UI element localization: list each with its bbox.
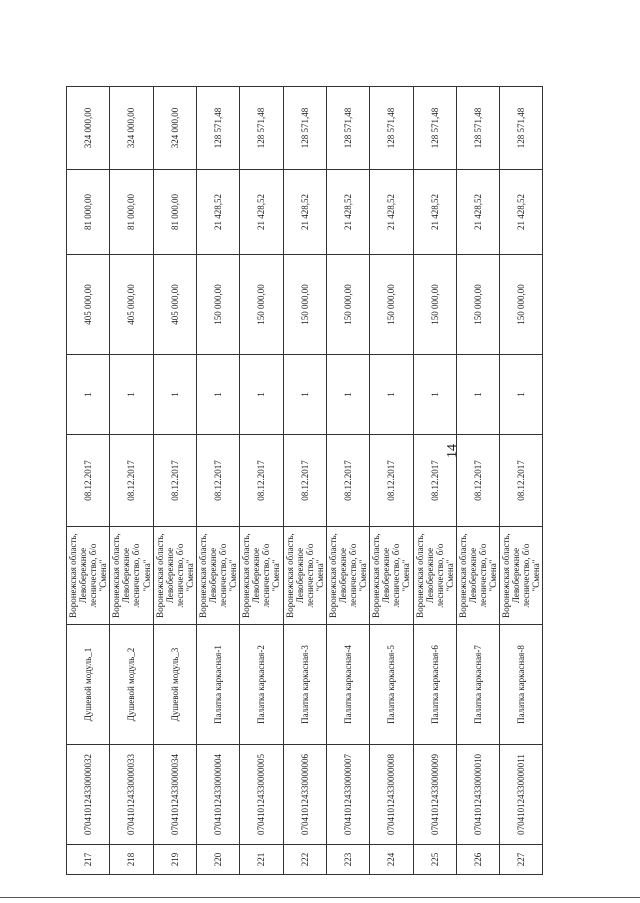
cell-quantity: 1 xyxy=(153,355,196,435)
cell-row-number: 218 xyxy=(110,845,153,875)
cell-location: Воронежская область, Левобережное лесничество, б/о "Смена" xyxy=(110,527,153,625)
cell-quantity: 1 xyxy=(196,355,239,435)
table-row xyxy=(326,87,369,875)
cell-row-number: 227 xyxy=(500,845,543,875)
table-row xyxy=(283,87,326,875)
cell-cost: 150 000,00 xyxy=(413,255,456,355)
cell-residual-value: 324 000,00 xyxy=(110,87,153,170)
cell-asset-name: Душевой модуль_2 xyxy=(110,625,153,745)
cell-date: 08.12.2017 xyxy=(67,435,110,527)
cell-cost: 405 000,00 xyxy=(67,255,110,355)
cell-inventory-code: 070410124330000032 xyxy=(67,745,110,845)
cell-inventory-code: 070410124330000011 xyxy=(500,745,543,845)
cell-location: Воронежская область, Левобережное лесничество, б/о "Смена" xyxy=(413,527,456,625)
cell-date: 08.12.2017 xyxy=(153,435,196,527)
cell-row-number: 222 xyxy=(283,845,326,875)
cell-inventory-code: 070410124330000009 xyxy=(413,745,456,845)
cell-location: Воронежская область, Левобережное лесничество, б/о "Смена" xyxy=(196,527,239,625)
cell-date: 08.12.2017 xyxy=(110,435,153,527)
cell-cost: 405 000,00 xyxy=(110,255,153,355)
cell-cost: 150 000,00 xyxy=(456,255,499,355)
table-row xyxy=(413,87,456,875)
cell-inventory-code: 070410124330000033 xyxy=(110,745,153,845)
cell-inventory-code: 070410124330000007 xyxy=(326,745,369,845)
cell-depreciation: 21 428,52 xyxy=(240,170,283,255)
cell-residual-value: 128 571,48 xyxy=(326,87,369,170)
cell-depreciation: 21 428,52 xyxy=(196,170,239,255)
cell-row-number: 223 xyxy=(326,845,369,875)
page-number: 14 xyxy=(445,444,460,458)
cell-location: Воронежская область, Левобережное лесничество, б/о "Смена" xyxy=(67,527,110,625)
cell-residual-value: 128 571,48 xyxy=(500,87,543,170)
cell-inventory-code: 070410124330000005 xyxy=(240,745,283,845)
cell-residual-value: 324 000,00 xyxy=(67,87,110,170)
cell-row-number: 219 xyxy=(153,845,196,875)
cell-quantity: 1 xyxy=(413,355,456,435)
cell-row-number: 221 xyxy=(240,845,283,875)
table-row xyxy=(110,87,153,875)
cell-cost: 150 000,00 xyxy=(370,255,413,355)
cell-cost: 150 000,00 xyxy=(326,255,369,355)
cell-row-number: 224 xyxy=(370,845,413,875)
cell-cost: 150 000,00 xyxy=(240,255,283,355)
cell-asset-name: Палатка каркасная-5 xyxy=(370,625,413,745)
cell-depreciation: 21 428,52 xyxy=(413,170,456,255)
cell-residual-value: 128 571,48 xyxy=(370,87,413,170)
cell-location: Воронежская область, Левобережное лесничество, б/о "Смена" xyxy=(500,527,543,625)
cell-date: 08.12.2017 xyxy=(283,435,326,527)
table-row xyxy=(370,87,413,875)
cell-asset-name: Палатка каркасная-3 xyxy=(283,625,326,745)
cell-cost: 150 000,00 xyxy=(283,255,326,355)
cell-row-number: 225 xyxy=(413,845,456,875)
cell-depreciation: 81 000,00 xyxy=(110,170,153,255)
cell-row-number: 217 xyxy=(67,845,110,875)
cell-depreciation: 81 000,00 xyxy=(67,170,110,255)
cell-asset-name: Душевой модуль_3 xyxy=(153,625,196,745)
cell-quantity: 1 xyxy=(500,355,543,435)
cell-inventory-code: 070410124330000010 xyxy=(456,745,499,845)
cell-depreciation: 21 428,52 xyxy=(326,170,369,255)
cell-location: Воронежская область, Левобережное лесничество, б/о "Смена" xyxy=(240,527,283,625)
rotated-table-container xyxy=(66,87,542,875)
cell-residual-value: 128 571,48 xyxy=(413,87,456,170)
cell-date: 08.12.2017 xyxy=(456,435,499,527)
cell-quantity: 1 xyxy=(456,355,499,435)
asset-table-body xyxy=(67,87,543,875)
cell-location: Воронежская область, Левобережное лесничество, б/о "Смена" xyxy=(153,527,196,625)
cell-inventory-code: 070410124330000008 xyxy=(370,745,413,845)
cell-residual-value: 128 571,48 xyxy=(456,87,499,170)
asset-table xyxy=(66,86,543,875)
cell-row-number: 226 xyxy=(456,845,499,875)
cell-inventory-code: 070410124330000034 xyxy=(153,745,196,845)
table-row xyxy=(456,87,499,875)
cell-asset-name: Душевой модуль_1 xyxy=(67,625,110,745)
cell-asset-name: Палатка каркасная-4 xyxy=(326,625,369,745)
table-row xyxy=(240,87,283,875)
cell-date: 08.12.2017 xyxy=(500,435,543,527)
cell-asset-name: Палатка каркасная-2 xyxy=(240,625,283,745)
cell-inventory-code: 070410124330000006 xyxy=(283,745,326,845)
cell-asset-name: Палатка каркасная-7 xyxy=(456,625,499,745)
cell-quantity: 1 xyxy=(110,355,153,435)
cell-asset-name: Палатка каркасная-1 xyxy=(196,625,239,745)
cell-residual-value: 128 571,48 xyxy=(283,87,326,170)
cell-quantity: 1 xyxy=(370,355,413,435)
cell-residual-value: 128 571,48 xyxy=(196,87,239,170)
cell-depreciation: 81 000,00 xyxy=(153,170,196,255)
cell-cost: 150 000,00 xyxy=(500,255,543,355)
cell-cost: 150 000,00 xyxy=(196,255,239,355)
table-row xyxy=(153,87,196,875)
cell-location: Воронежская область, Левобережное лесничество, б/о "Смена" xyxy=(370,527,413,625)
cell-location: Воронежская область, Левобережное лесничество, б/о "Смена" xyxy=(283,527,326,625)
cell-quantity: 1 xyxy=(326,355,369,435)
table-row xyxy=(67,87,110,875)
table-row xyxy=(500,87,543,875)
cell-quantity: 1 xyxy=(240,355,283,435)
cell-quantity: 1 xyxy=(67,355,110,435)
cell-date: 08.12.2017 xyxy=(370,435,413,527)
cell-inventory-code: 070410124330000004 xyxy=(196,745,239,845)
cell-date: 08.12.2017 xyxy=(240,435,283,527)
cell-location: Воронежская область, Левобережное лесничество, б/о "Смена" xyxy=(456,527,499,625)
cell-date: 08.12.2017 xyxy=(196,435,239,527)
page-bottom-line xyxy=(0,897,640,898)
cell-residual-value: 128 571,48 xyxy=(240,87,283,170)
cell-date: 08.12.2017 xyxy=(413,435,456,527)
cell-quantity: 1 xyxy=(283,355,326,435)
cell-depreciation: 21 428,52 xyxy=(456,170,499,255)
cell-depreciation: 21 428,52 xyxy=(500,170,543,255)
cell-depreciation: 21 428,52 xyxy=(370,170,413,255)
cell-cost: 405 000,00 xyxy=(153,255,196,355)
cell-asset-name: Палатка каркасная-6 xyxy=(413,625,456,745)
cell-row-number: 220 xyxy=(196,845,239,875)
cell-residual-value: 324 000,00 xyxy=(153,87,196,170)
cell-date: 08.12.2017 xyxy=(326,435,369,527)
cell-location: Воронежская область, Левобережное лесничество, б/о "Смена" xyxy=(326,527,369,625)
cell-depreciation: 21 428,52 xyxy=(283,170,326,255)
table-row xyxy=(196,87,239,875)
cell-asset-name: Палатка каркасная-8 xyxy=(500,625,543,745)
